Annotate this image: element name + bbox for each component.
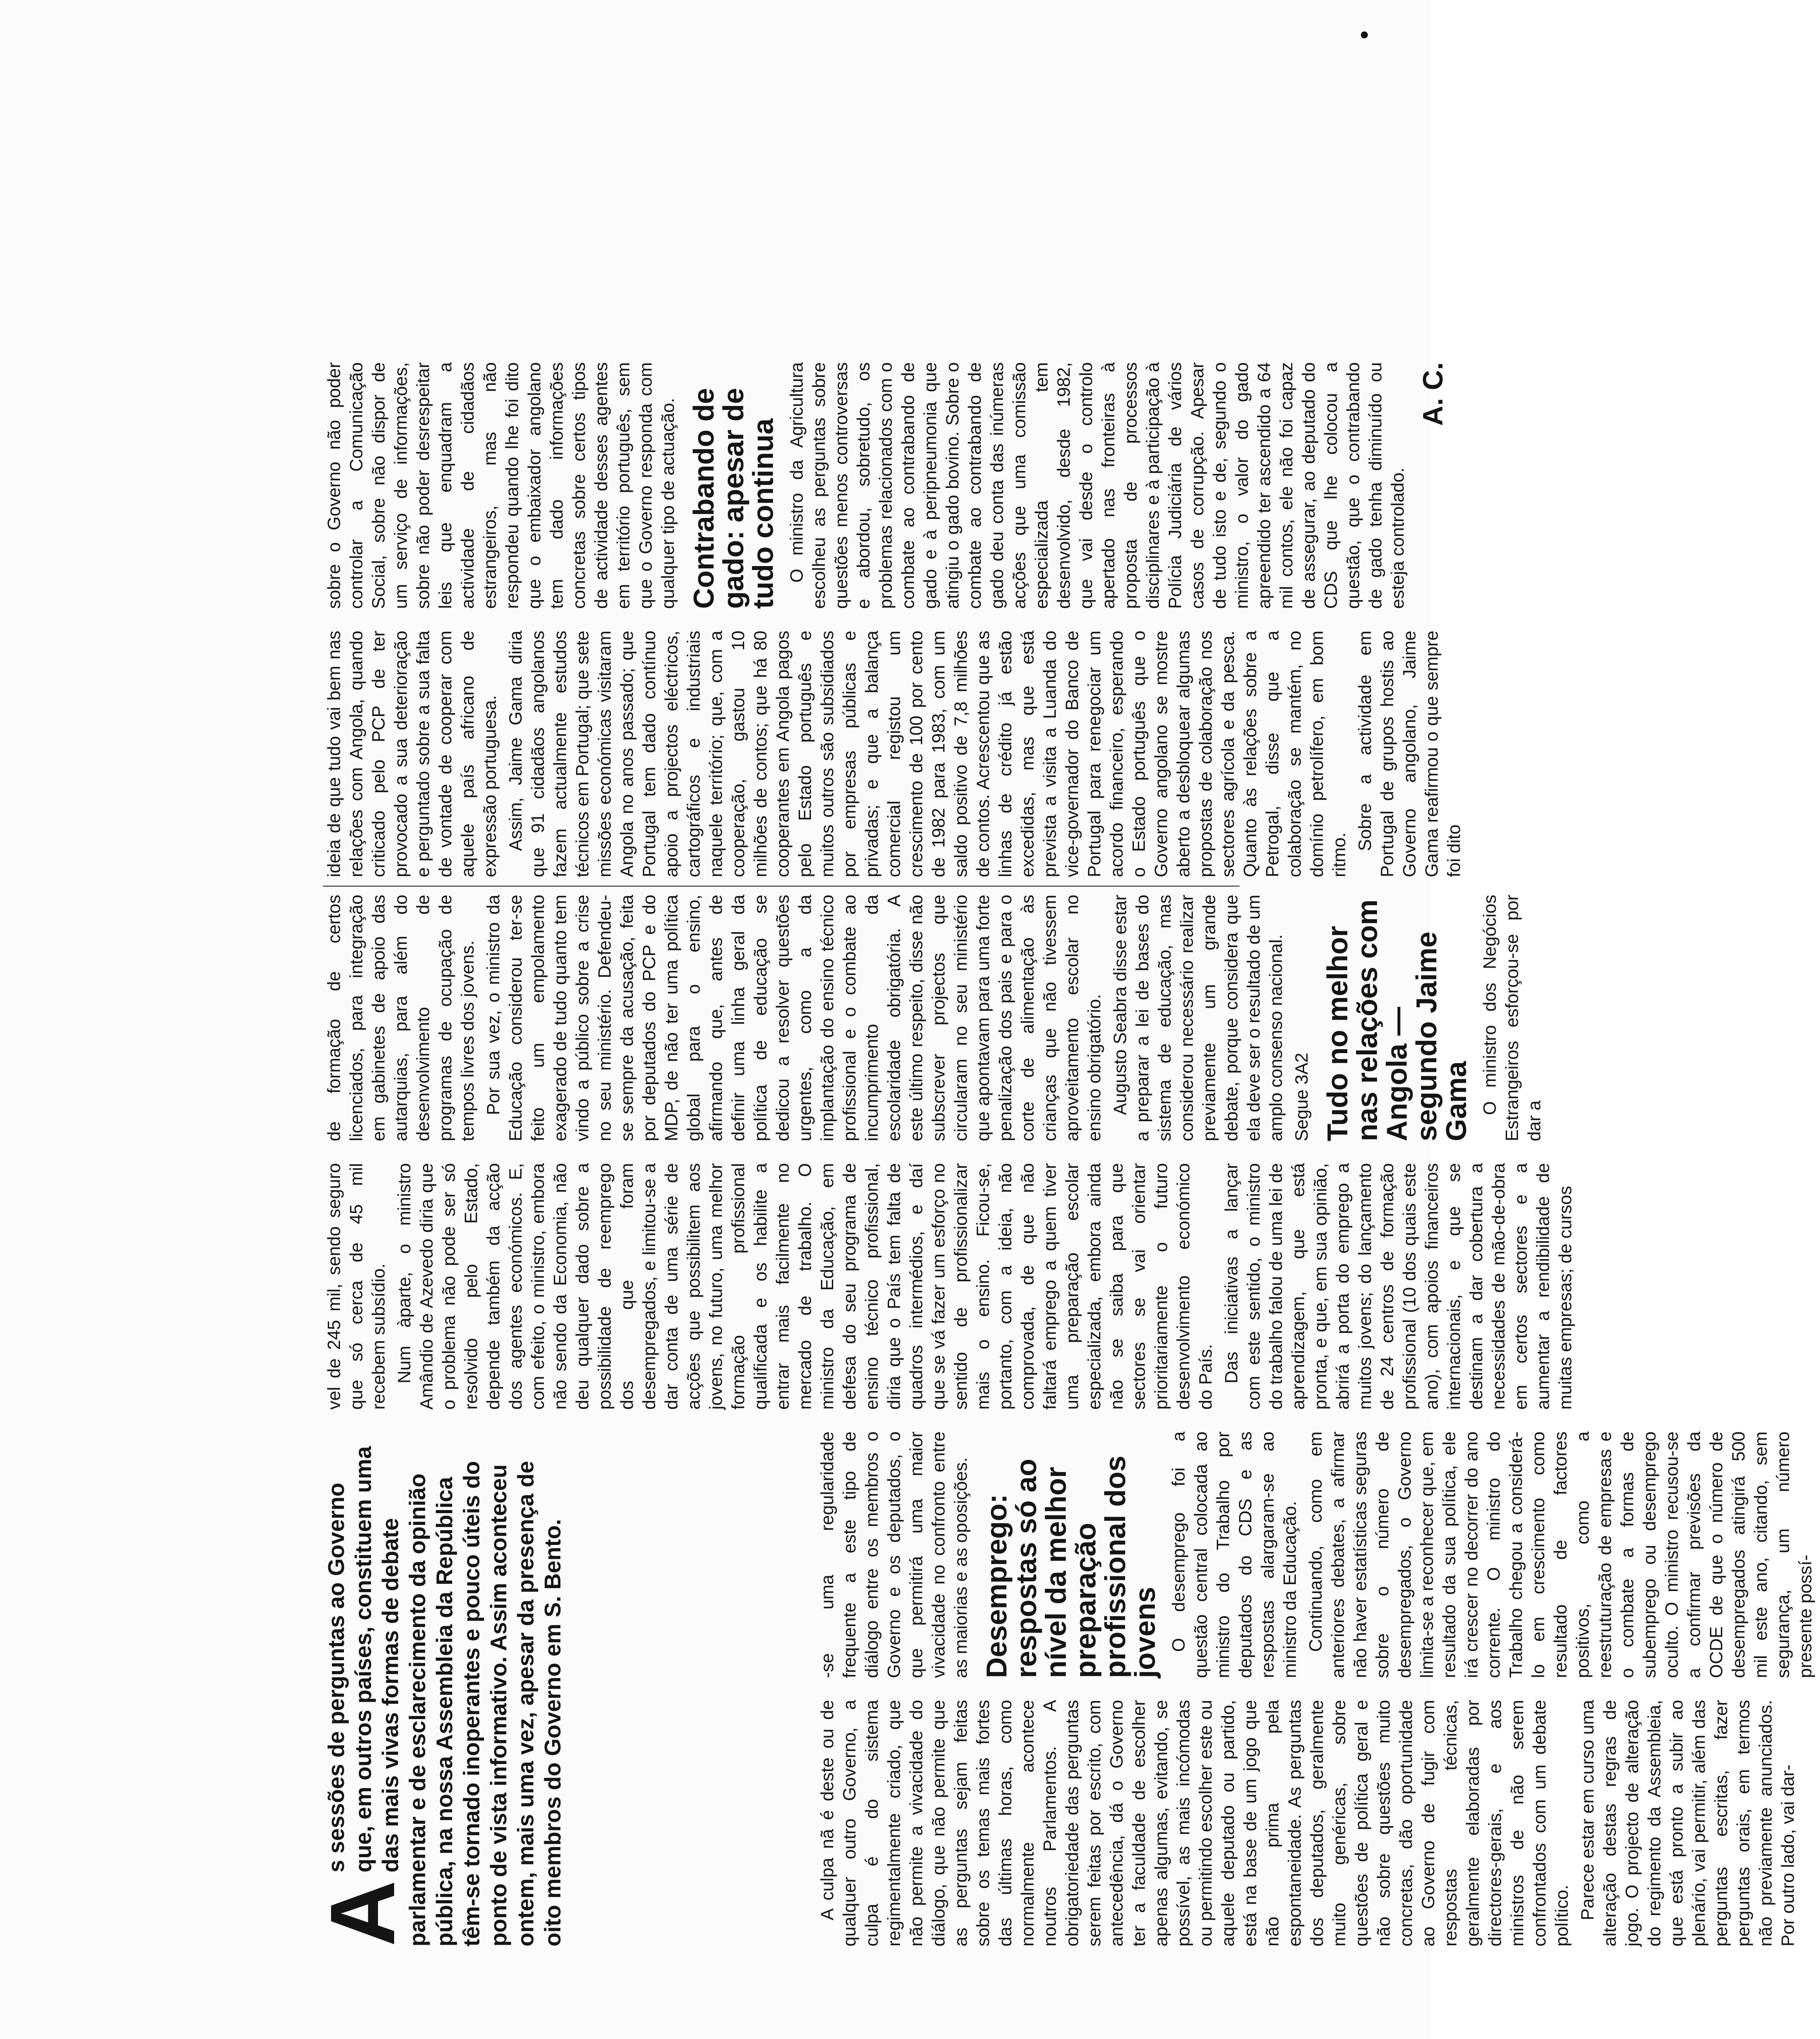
subheading-angola: Tudo no melhor nas relações com Angola — segundo Jaime Gama xyxy=(1321,899,1472,1141)
paragraph: Das iniciativas a lançar com este sentido, o ministro do trabalho falou de uma lei de aprendizagem, que está pronta, e que, em sua opinião, abrirá a porta do emprego a muitos jovens; do lançamento de 24 centros de formação profissional (10 dos quais este ano), com apoios financeiros internacionais, e que se destinam a dar cobertura a necessidades de mão-de-obra em certos sectores e a aumentar a rendibilidade de muitas empresas; de cursos xyxy=(1221,1163,1575,1410)
author-initials: A. C. xyxy=(1417,362,1449,426)
paragraph: Sobre a actividade em Portugal de grupos hostis ao Governo angolano, Jaime Gama reafirmou o que sempre foi dito xyxy=(1355,631,1464,877)
column-rule xyxy=(323,886,1240,887)
paragraph: Num àparte, o ministro Amândio de Azevedo diria que o problema não pode ser só resolvido pelo Estado, depende também da acção dos agentes económicos. E, com efeito, o ministro, embora não sendo da Economia, não deu qualquer dado sobre a possibilidade de reemprego dos que foram desempregados, e limitou-se a dar conta de uma série de acções que possibilitem aos jovens, no futuro, uma melhor formação profissional qualificada e os habilite a entrar mais facilmente no mercado de trabalho. O ministro da Educação, em defesa do seu programa de ensino técnico profissional, diria que o País tem falta de quadros intermédios, e daí que se vá fazer um esforço no sentido de profissionalizar mais o ensino. Ficou-se, portanto, com a ideia, não comprovada, de que não faltará emprego a quem tiver uma preparação escolar especializada, embora ainda não se saiba para que sectores se vai orientar prioritariamente o futuro desenvolvimento económico do País. xyxy=(394,1163,1216,1410)
paragraph: sobre o Governo não poder controlar a Comunicação Social, sobre não dispor de um serviço de informações, sobre não poder desrespeitar leis que enquadram a actividade de cidadãos estrangeiros, mas não respondeu quando lhe foi dito que o embaixador angolano tem dado informações concretas sobre certos tipos de actividade desses agentes em território português, sem que o Governo responda com qualquer tipo de actuação. xyxy=(324,362,678,609)
continuation-note: Segue 3A2 xyxy=(1291,1053,1312,1141)
paragraph: O desemprego foi a questão central colocada ao ministro do Trabalho por deputados do CDS e as respostas alargaram-se ao ministro da Educação. xyxy=(1168,1431,1300,1678)
article-lead xyxy=(311,1431,567,1946)
paragraph: vel de 245 mil, sendo seguro que só cerca de 45 mil recebem subsídio. xyxy=(324,1163,388,1410)
lead-paragraph: s sessões de perguntas ao Governo que, em outros países, constituem uma das mais vivas formas de debate parlamentar e de esclarecimento da opinião pública, na nossa Assembleia da República têm-se tornado inoperantes e pouco úteis do ponto de vista informativo. Assim aconteceu ontem, mais uma vez, apesar da presença de oito membros do Governo em S. Bento. xyxy=(324,1446,566,1946)
column-4 xyxy=(323,895,1549,1141)
paragraph: A culpa nã é deste ou de qualquer outro Governo, a culpa é do sistema regimentalmente criado, que não permite a vivacidade do diálogo, que não permite que as perguntas sejam feitas sobre os temas mais fortes das últimas horas, como normalmente acontece noutros Parlamentos. A obrigatoriedade das perguntas serem feitas por escrito, com antecedência, dá o Governo ter a faculdade de escolher apenas algumas, evitando, se possível, as mais incómodas ou permitindo escolher este ou aquele deputado ou partido, está na base de um jogo que não prima pela espontaneidade. As perguntas dos deputados, geralmente muito genéricas, sobre questões de política geral e não sobre questões muito concretas, dão oportunidade ao Governo de fugir com respostas técnicas, geralmente elaboradas por directores-gerais, e aos ministros de não serem confrontados com um debate político. xyxy=(817,1700,1572,1946)
paragraph: Continuando, como em anteriores debates, a afirmar não haver estatísticas seguras sobre o número de desempregados, o Governo limita-se a reconhecer que, em resultado da sua política, ele irá crescer no decorrer do ano corrente. O ministro do Trabalho chegou a considerá-lo em crescimento como resultado de factores positivos, como a reestruturação de empresas e o combate a formas de subemprego ou desemprego oculto. O ministro recusou-se a confirmar previsões da OCDE de que o número de desempregados atingirá 500 mil este ano, citando, sem segurança, um número presente possí- xyxy=(1305,1431,1815,1678)
paragraph: Parece estar em curso uma alteração destas regras de jogo. O projecto de alteração do regimento da Assembleia, que está pronto a subir ao plenário, vai permitir, além das perguntas escritas, fazer perguntas orais, em termos não previamente anunciados. Por outro lado, vai dar- xyxy=(1577,1700,1798,1946)
ink-speck xyxy=(1361,31,1368,38)
rotated-article xyxy=(311,113,1815,1946)
column-1 xyxy=(816,1700,1803,1946)
paragraph: ideia de que tudo vai bem nas relações com Angola, quando criticado pelo PCP de ter provocado a sua deterioração e perguntado sobre a sua falta de vontade de cooperar com aquele país africano de expressão portuguesa. xyxy=(324,631,500,877)
paragraph: -se uma regularidade frequente a este tipo de diálogo entre os membros o Governo e os deputados, o que permitirá uma maior vivacidade no confronto entre as maiorias e as oposições. xyxy=(817,1431,971,1678)
column-6 xyxy=(323,362,1449,609)
drop-cap: A xyxy=(311,1880,414,1946)
paragraph: O ministro dos Negócios Estrangeiros esforçou-se por dar a xyxy=(1480,895,1544,1141)
subheading-desemprego: Desemprego: respostas só ao nível da melhor preparação profissional dos jovens xyxy=(980,1455,1161,1678)
paragraph: de formação de certos licenciados, para integração em gabinetes de apoio das autarquias, para além do desenvolvimento de programas de ocupação de tempos livres dos jovens. xyxy=(324,895,477,1141)
column-2 xyxy=(816,1431,1820,1678)
column-3 xyxy=(323,1163,1580,1410)
paragraph: Por sua vez, o ministro da Educação considerou ter-se feito um empolamento exagerado de tudo quanto tem vindo a público sobre a crise no seu ministério. Defendeu-se sempre da acusação, feita por deputados do PCP e do MDP, de não ter uma política global para o ensino, afirmando que, antes de definir uma linha geral da política de educação se dedicou a resolver questões urgentes, como a da implantação do ensino técnico profissional e o combate ao incumprimento da escolaridade obrigatória. A este último respeito, disse não subscrever projectos que circularam no seu ministério que apontavam para uma forte penalização dos pais e para o corte de alimentação às crianças que não tivessem aproveitamento escolar no ensino obrigatório. xyxy=(483,895,1104,1141)
paragraph: O ministro da Agricultura escolheu as perguntas sobre questões menos controversas e abordou, sobretudo, os problemas relacionados com o combate ao contrabando de gado e à peripneumonia que atingiu o gado bovino. Sobre o combate ao contrabando de gado deu conta das inúmeras acções que uma comissão especializada tem desenvolvido, desde 1982, que vai desde o controlo apertado nas fronteiras à proposta de processos disciplinares e à participação à Polícia Judiciária de vários casos de corrupção. Apesar de tudo isto e de, segundo o ministro, o valor do gado apreendido ter ascendido a 64 mil contos, ele não foi capaz de assegurar, ao deputado do CDS que lhe colocou a questão, que o contrabando de gado tenha diminuído ou esteja controlado. xyxy=(786,362,1408,609)
paragraph: Augusto Seabra disse estar a preparar a lei de bases do sistema de educação, mas considerou necessário realizar previamente um grande debate, porque considera que ela deve ser o resultado de um amplo consenso nacional. xyxy=(1110,895,1286,1141)
subheading-contrabando: Contrabando de gado: apesar de tudo continua xyxy=(687,388,779,609)
paragraph: Assim, Jaime Gama diria que 91 cidadãos angolanos fazem actualmente estudos técnicos em Portugal; que sete missões económicas visitaram Angola no anos passado; que Portugal tem dado contínuo apoio a projectos eléctricos, cartográficos e industriais naquele território; que, com a cooperação, gastou 10 milhões de contos; que há 80 cooperantes em Angola pagos pelo Estado português e muitos outros são subsidiados por empresas públicas e privadas; e que a balança comercial registou um crescimento de 100 por cento de 1982 para 1983, com um saldo positivo de 7,8 milhões de contos. Acrescentou que as linhas de crédito já estão excedidas, mas que está prevista a visita a Luanda do vice-governador do Banco de Portugal para renegociar um acordo financeiro, esperando o Estado português que o Governo angolano se mostre aberto a desbloquear algumas propostas de colaboração nos sectores agrícola e da pesca. Quanto às relações sobre a Petrogal, disse que a colaboração se mantém, no domínio petrolífero, em bom ritmo. xyxy=(505,631,1349,877)
column-5 xyxy=(323,631,1469,877)
